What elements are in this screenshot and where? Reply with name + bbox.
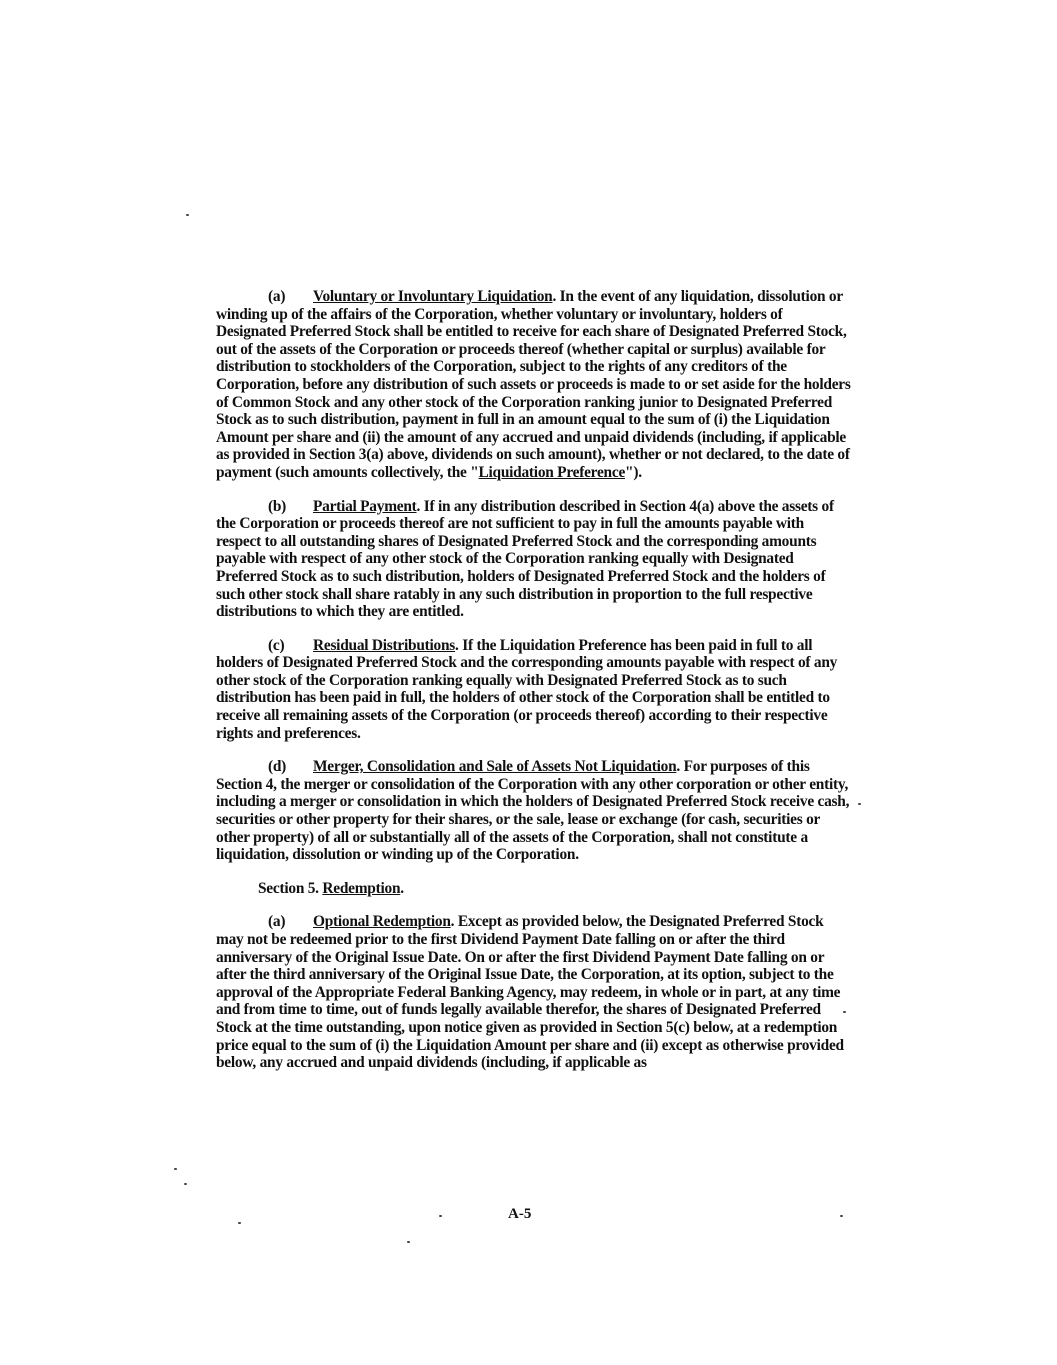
paragraph-text: . For purposes of this Section 4, the merger or consolidation of the Corporation with any other corporation or other entity, including a merger or consolidation in which the holders of Designated Preferred Stock receive cash, securities or other property for their shares, or the sale, lease or exchange (for cash, securities or other property) of all or substantially all of the assets of the Corporation, shall not constitute a liquidation, dissolution or winding up of the Corporation. [216, 758, 850, 864]
scan-speck [186, 214, 189, 216]
paragraph-text: . If the Liquidation Preference has been paid in full to all holders of Designated Preferred Stock and the corresponding amounts payable with respect of any other stock of the Corporation ranking equally with Designated Preferred Stock as to such distribution has been paid in full, the holders of other stock of the Corporation shall be entitled to receive all remaining assets of the Corporation (or proceeds thereof) according to their respective rights and preferences. [216, 636, 838, 742]
section-suffix: . [400, 879, 404, 897]
paragraph-heading: Partial Payment [313, 497, 417, 515]
scan-speck [407, 1241, 410, 1243]
defined-term: Liquidation Preference [478, 463, 626, 481]
paragraph-merger-consolidation [216, 758, 852, 864]
scan-speck [238, 1222, 241, 1224]
paragraph-text: . If in any distribution described in Section 4(a) above the assets of the Corporation or proceeds thereof are not sufficient to pay in full the amounts payable with respect to all outstanding shares of Designated Preferred Stock and the corresponding amounts payable with respect of any other stock of the Corporation ranking equally with Designated Preferred Stock as to such distribution, holders of Designated Preferred Stock and the holders of such other stock shall share ratably in any such distribution in proportion to the full respective distributions to which they are entitled. [216, 497, 834, 621]
paragraph-heading: Optional Redemption [313, 913, 451, 931]
paragraph-text: . In the event of any liquidation, dissolution or winding up of the affairs of the Corporation, whether voluntary or involuntary, holders of Designated Preferred Stock shall be entitled to receive for each share of Designated Preferred Stock, out of the assets of the Corporation or proceeds thereof (whether capital or surplus) available for distribution to stockholders of the Corporation, subject to the rights of any creditors of the Corporation, before any distribution of such assets or proceeds is made to or set aside for the holders of Common Stock and any other stock of the Corporation ranking junior to Designated Preferred Stock as to such distribution, payment in full in an amount equal to the sum of (i) the Liquidation Amount per share and (ii) the amount of any accrued and unpaid dividends (including, if applicable as provided in Section 3(a) above, dividends on such amount), whether or not declared, to the date of payment (such amounts collectively, the " [216, 288, 851, 481]
paragraph-heading: Voluntary or Involuntary Liquidation [313, 288, 553, 305]
scan-speck [184, 1183, 187, 1185]
paragraph-label: (a) [268, 913, 286, 931]
scan-speck [840, 1215, 843, 1217]
scan-speck [439, 1215, 442, 1217]
scan-speck [858, 803, 861, 805]
page-number: A-5 [508, 1206, 532, 1222]
paragraph-tail: "). [625, 463, 642, 481]
paragraph-voluntary-liquidation [216, 288, 852, 482]
section-prefix: Section 5. [258, 879, 323, 897]
paragraph-label: (c) [268, 636, 285, 654]
paragraph-label: (a) [268, 288, 286, 305]
scan-speck [843, 1011, 846, 1013]
document-body [216, 288, 852, 1088]
paragraph-label: (b) [268, 497, 287, 515]
paragraph-text: . Except as provided below, the Designated Preferred Stock may not be redeemed prior to the first Dividend Payment Date falling on or after the third anniversary of the Original Issue Date. On or after the first Dividend Payment Date falling on or after the third anniversary of the Original Issue Date, the Corporation, at its option, subject to the approval of the Appropriate Federal Banking Agency, may redeem, in whole or in part, at any time and from time to time, out of funds legally available therefor, the shares of Designated Preferred Stock at the time outstanding, upon notice given as provided in Section 5(c) below, at a redemption price equal to the sum of (i) the Liquidation Amount per share and (ii) except as otherwise provided below, any accrued and unpaid dividends (including, if applicable as [216, 913, 844, 1072]
paragraph-heading: Merger, Consolidation and Sale of Assets Not Liquidation [313, 758, 677, 776]
paragraph-partial-payment [216, 498, 852, 621]
scan-speck [174, 1168, 177, 1170]
section-heading-text: Redemption [322, 879, 401, 897]
paragraph-heading: Residual Distributions [313, 636, 456, 654]
paragraph-label: (d) [268, 758, 287, 776]
paragraph-optional-redemption [216, 913, 852, 1071]
paragraph-residual-distributions [216, 637, 852, 743]
section-heading [216, 880, 852, 898]
